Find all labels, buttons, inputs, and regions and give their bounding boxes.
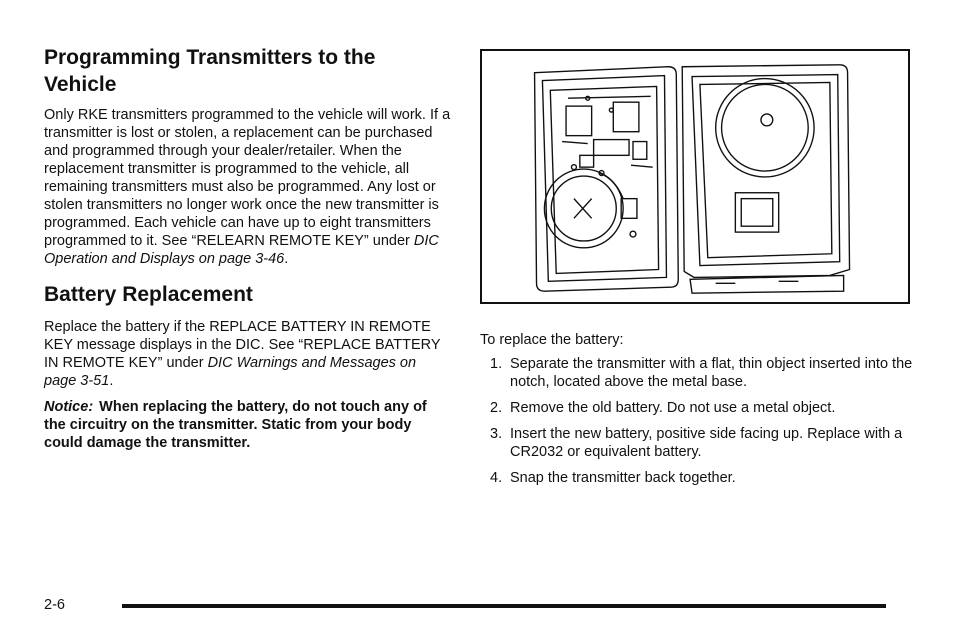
programming-paragraph <box>44 106 452 268</box>
notice-text: When replacing the battery, do not touch any of the circuitry on the transmitter. Static from your body could damage the transmitter. <box>44 399 427 451</box>
notice-paragraph <box>44 398 452 452</box>
step-number: 2. <box>490 400 503 416</box>
step-number: 4. <box>490 470 503 486</box>
step-text: Separate the transmitter with a flat, thin object inserted into the notch, located above the metal base. <box>510 356 913 390</box>
step-text: Remove the old battery. Do not use a metal object. <box>510 400 836 416</box>
heading-battery-replacement: Battery Replacement <box>44 283 253 306</box>
transmitter-illustration <box>480 49 910 304</box>
footer-rule <box>122 604 886 608</box>
left-column <box>44 44 452 452</box>
step-text: Snap the transmitter back together. <box>510 470 736 486</box>
right-column <box>480 331 920 495</box>
step-item <box>480 399 920 417</box>
page-footer <box>44 596 886 616</box>
battery-period: . <box>109 373 114 389</box>
battery-paragraph <box>44 318 452 390</box>
battery-text: Replace the battery if the REPLACE BATTERY IN REMOTE KEY message displays in the DIC. See “REPLACE BATTERY IN REMOTE KEY” under <box>44 319 441 371</box>
battery-cross-reference: DIC Warnings and Messages on page 3-51 <box>44 355 417 389</box>
step-item <box>480 425 920 461</box>
step-text: Insert the new battery, positive side facing up. Replace with a CR2032 or equivalent battery. <box>510 426 903 460</box>
notice-label: Notice: <box>44 399 94 415</box>
step-item <box>480 355 920 391</box>
battery-steps-list <box>480 355 920 487</box>
page-number: 2-6 <box>44 597 65 613</box>
steps-intro: To replace the battery: <box>480 332 624 348</box>
programming-text: Only RKE transmitters programmed to the vehicle will work. If a transmitter is lost or stolen, a replacement can be purchased and programmed through your dealer/retailer. When the replacement transmitter is programmed to the vehicle, all remaining transmitters must also be programmed. Any lost or stolen transmitters no longer work once the new transmitter is programmed. Each vehicle can have up to eight transmitters programmed to it. See “RELEARN REMOTE KEY” under <box>44 107 451 249</box>
programming-period: . <box>284 251 289 267</box>
programming-cross-reference: DIC Operation and Displays on page 3-46 <box>44 233 439 267</box>
step-number: 3. <box>490 426 503 442</box>
heading-programming-transmitters: Programming Transmitters to the Vehicle <box>44 46 376 96</box>
transmitter-drawing <box>482 51 908 302</box>
step-number: 1. <box>490 356 503 372</box>
step-item <box>480 469 920 487</box>
